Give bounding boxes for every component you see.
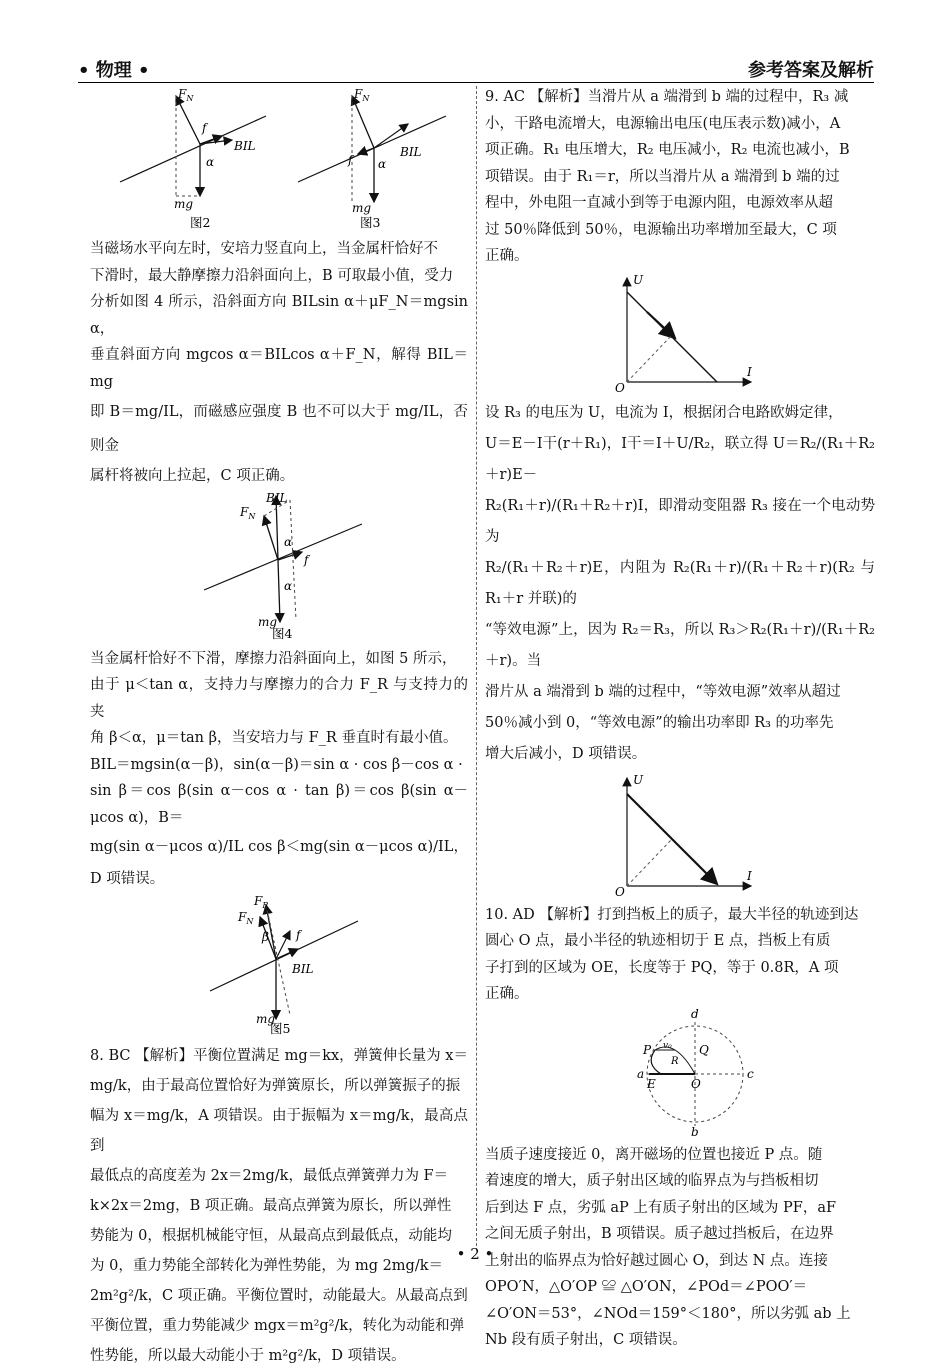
question-10-part1: 10. AD 【解析】打到挡板上的质子，最大半径的轨迹到达 圆心 O 点，最小半径的轨迹相切于 E 点，挡板上有质 子打到的区域为 OE，长度等于 PQ，等于 0.8R，A 项 正确。 (485, 906, 859, 1002)
svg-text:f: f (304, 552, 309, 567)
svg-text:U: U (633, 272, 644, 287)
fig3-drawing (298, 87, 446, 215)
fig2-fn: $F_N$ (178, 87, 194, 103)
svg-text:Q: Q (699, 1042, 709, 1057)
fig2-caption: 图2 (190, 215, 211, 230)
circle-diagram (485, 1008, 875, 1138)
svg-text:O: O (691, 1076, 701, 1091)
svg-text:BIL: BIL (292, 962, 314, 976)
svg-text:α: α (284, 578, 293, 593)
para2: 当金属杆恰好不下滑，摩擦力沿斜面向上，如图 5 所示， 由于 μ＜tan α，支持力与摩擦力的合力 F_R 与支持力的夹 角 β＜α，μ＝tan β，当安培力与 F_R 垂直时有最小值。 BIL＝mgsin(α－β)，sin(α－β)＝sin α · cos β－cos α · sin β＝cos β(sin α－cos α · tan β)＝cos β(sin α－μcos α)，B＝ mg(sin α－μcos α)/IL cos β＜mg(sin α－μcos α)/IL，D 项错误。 (90, 650, 468, 887)
section-title: 参考答案及解析 (748, 60, 874, 81)
svg-text:α: α (206, 155, 215, 169)
svg-text:O: O (615, 884, 625, 899)
figure-5 (90, 895, 468, 1035)
svg-text:BIL: BIL (234, 139, 256, 153)
svg-text:v₀: v₀ (663, 1040, 672, 1051)
svg-text:mg: mg (174, 197, 194, 211)
svg-text:d: d (691, 1006, 699, 1021)
question-9-part1: 9. AC 【解析】当滑片从 a 端滑到 b 端的过程中，R₃ 减 小，干路电流增大，电源输出电压(电压表示数)减小，A 项正确。R₁ 电压增大，R₂ 电压减小，R₂ 电流也减小，B 项错误。由于 R₁＝r，所以当滑片从 a 端滑到 b 端的过 程中，外电阻一直减小到等于电源内阻，电源效率从超 过 50％降低到 50％，电源输出功率增加至最大，C 项 正确。 (485, 89, 850, 264)
figure-4 (90, 490, 468, 640)
question-9-part2: 设 R₃ 的电压为 U，电流为 I，根据闭合电路欧姆定律， U＝E－I干(r＋R₁)，I干＝I＋U/R₂，联立得 U＝R₂/(R₁＋R₂＋r)E－ R₂(R₁＋r)/(R₁＋R₂＋r)I，即滑动变阻器 R₃ 接在一个电动势为 R₂/(R₁＋R₂＋r)E，内阻为 R₂(R₁＋r)/(R₁＋R₂＋r)(R₂ 与 R₁＋r 并联)的 “等效电源”上，因为 R₂＝R₃，所以 R₃＞R₂(R₁＋r)/(R₁＋R₂＋r)。当 滑片从 a 端滑到 b 端的过程中，“等效电源”效率从超过 50％减小到 0，“等效电源”的输出功率即 R₃ 的功率先 增大后减小，D 项错误。 (485, 404, 875, 762)
svg-text:R: R (671, 1055, 679, 1067)
svg-text:f: f (348, 153, 353, 167)
question-8: 8. BC 【解析】平衡位置满足 mg＝kx，弹簧伸长量为 x＝ mg/k，由于最高位置恰好为弹簧原长，所以弹簧振子的振 幅为 x＝mg/k，A 项错误。由于振幅为 x＝mg/k，最高点到 最低点的高度差为 2x＝2mg/k，最低点弹簧弹力为 F＝ k×2x＝2mg，B 项正确。最高点弹簧为原长，所以弹性 势能为 0，根据机械能守恒，从最高点到最低点，动能均 为 0，重力势能全部转化为弹性势能，为 mg 2mg/k＝ 2m²g²/k，C 项正确。平衡位置时，动能最大。从最高点到 平衡位置，重力势能减少 mgx＝m²g²/k，转化为动能和弹 性势能，所以最大动能小于 m²g²/k，D 项错误。 (90, 1048, 468, 1364)
svg-text:f: f (202, 121, 207, 135)
svg-text:mg: mg (258, 614, 278, 629)
svg-text:α: α (284, 534, 293, 549)
svg-text:mg: mg (352, 201, 372, 215)
fig3-caption: 图3 (360, 215, 381, 230)
svg-text:FR: $F_R$ (254, 894, 269, 910)
header-rule (78, 82, 874, 83)
svg-text:O: O (615, 380, 625, 395)
svg-text:FN: $F_N$ (354, 87, 370, 103)
svg-text:E: E (647, 1076, 656, 1091)
ui-graph-2 (485, 770, 875, 898)
column-divider (476, 86, 477, 1251)
svg-text:FN: $F_N$ (238, 910, 254, 926)
para1: 当磁场水平向左时，安培力竖直向上，当金属杆恰好不 下滑时，最大静摩擦力沿斜面向上，B 可取最小值，受力 分析如图 4 所示，沿斜面方向 BILsin α＋μF_N＝mgsin α， 垂直斜面方向 mgcos α＝BILcos α＋F_N，解得 BIL＝mg 即 B＝mg/IL，而磁感应强度 B 也不可以大于 mg/IL，否则金 属杆将被向上拉起，C 项正确。 (90, 241, 468, 484)
fig5-caption: 图5 (270, 1021, 291, 1036)
svg-text:mg: mg (256, 1012, 276, 1026)
svg-text:I: I (747, 868, 752, 883)
left-column (90, 84, 468, 1371)
figures-2-3 (90, 84, 468, 234)
svg-text:b: b (691, 1124, 699, 1139)
svg-text:β: β (262, 930, 269, 944)
fig4-caption: 图4 (272, 625, 293, 641)
subject-label: • 物理 • (78, 60, 150, 81)
svg-text:I: I (747, 364, 752, 379)
svg-text:P: P (643, 1042, 652, 1057)
svg-text:c: c (747, 1066, 754, 1081)
ui-graph-1 (485, 270, 875, 398)
question-10-part2: 当质子速度接近 0，离开磁场的位置也接近 P 点。随 着速度的增大，质子射出区域的临界点为与挡板相切 后到达 F 点，劣弧 aP 上有质子射出的区域为 PF，aF 之间无质子射出，B 项错误。质子越过挡板后，在边界 上射出的临界点为恰好越过圆心 O，到达 N 点。连接 OPO′N，△O′OP ≌ △O′ON，∠POd＝∠POO′＝ ∠O′ON＝53°，∠NOd＝159°＜180°，所以劣弧 ab 上 Nb 段有质子射出，C 项错误。 (485, 1146, 851, 1348)
svg-text:α: α (378, 157, 387, 171)
page-number: • 2 • (456, 1245, 494, 1263)
svg-text:FN: $F_N$ (240, 504, 256, 521)
svg-text:a: a (637, 1066, 645, 1081)
page-header (78, 56, 874, 82)
fig2-drawing (120, 87, 266, 211)
svg-text:f: f (296, 928, 301, 942)
fig2-3-diagram (90, 84, 468, 234)
svg-text:BIL: BIL (266, 490, 288, 505)
right-column (485, 84, 875, 1354)
svg-text:BIL: BIL (400, 145, 422, 159)
svg-text:U: U (633, 772, 644, 787)
